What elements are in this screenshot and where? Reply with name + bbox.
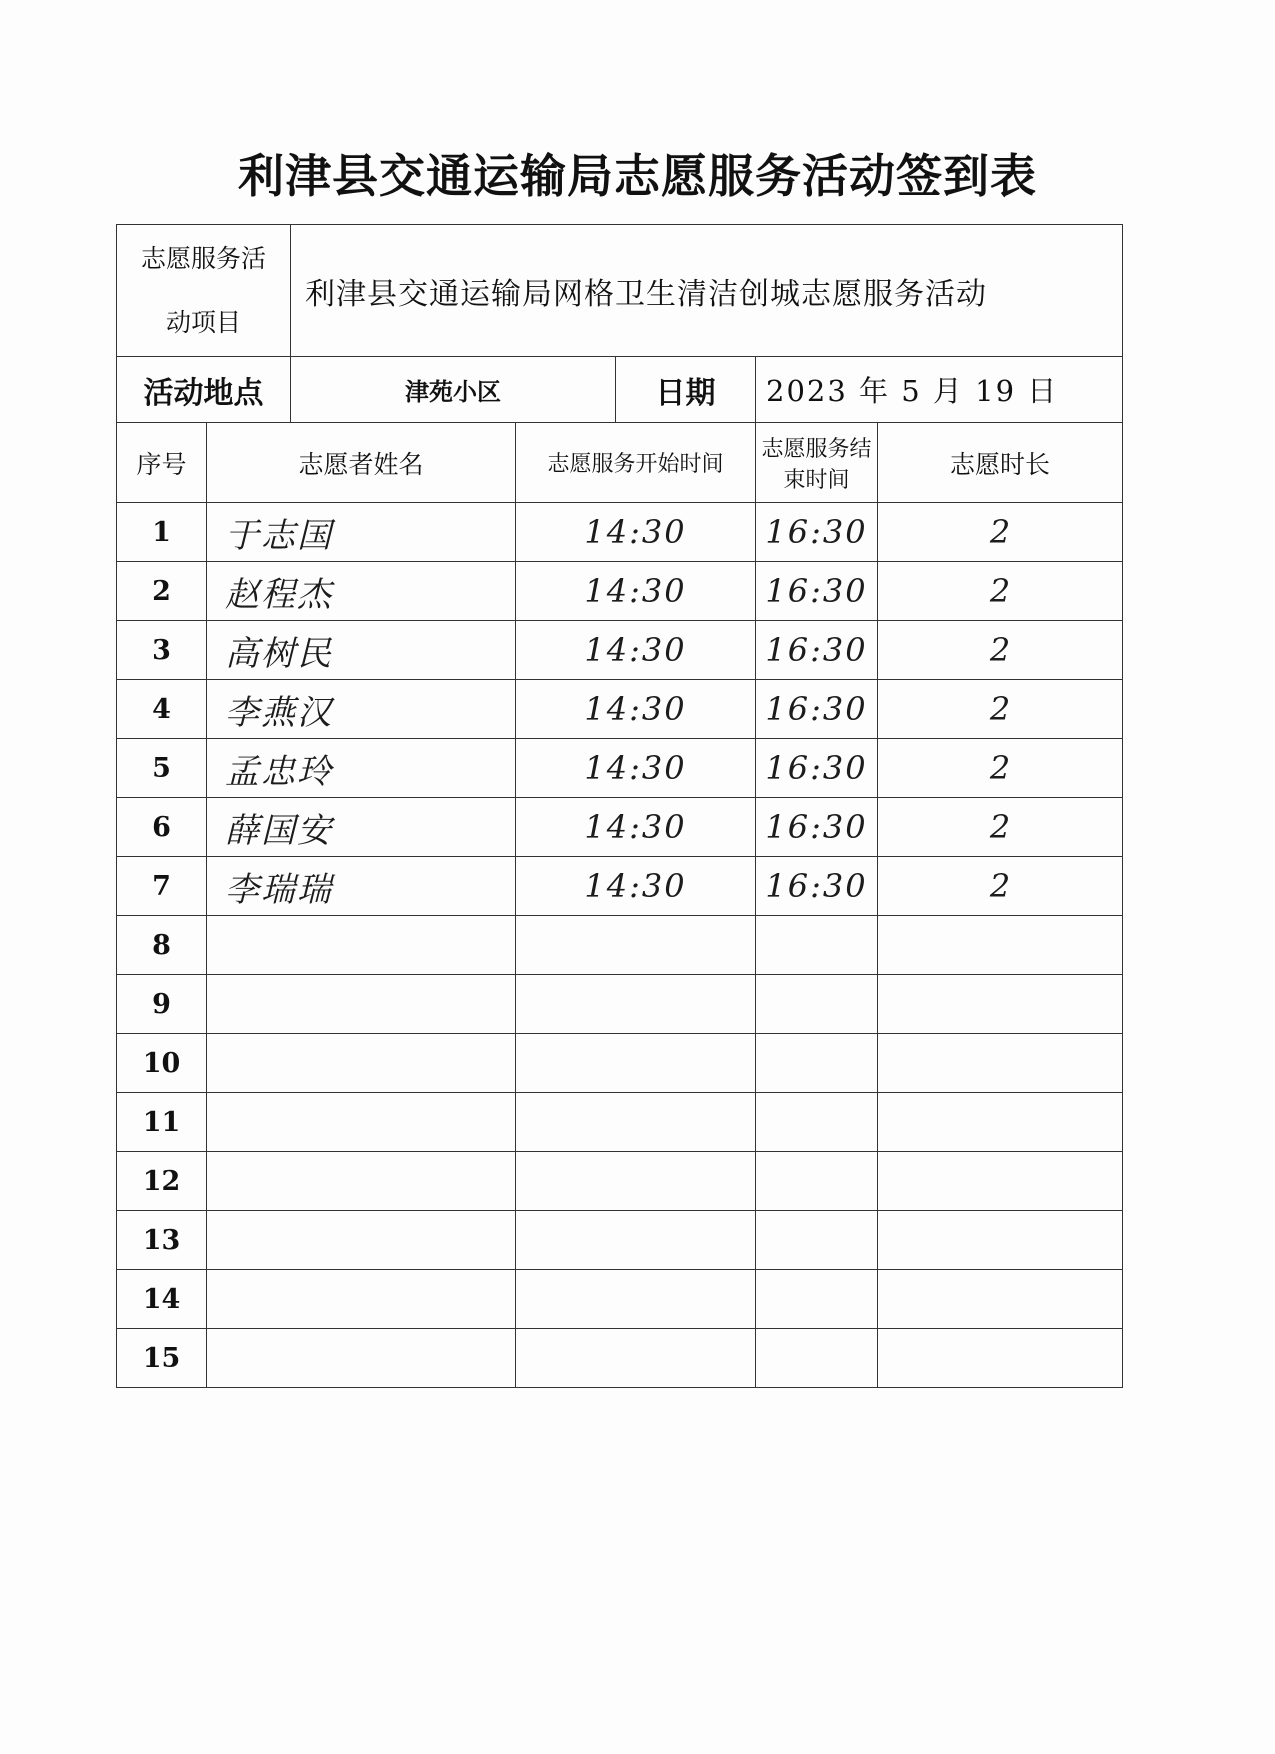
table-row [117, 1270, 1123, 1329]
header-duration: 志愿时长 [878, 423, 1123, 503]
row-index: 9 [117, 975, 207, 1034]
table-row [117, 916, 1123, 975]
service-duration[interactable] [878, 1034, 1123, 1093]
project-label-line1: 志愿服务活 [141, 243, 267, 273]
row-index: 10 [117, 1034, 207, 1093]
start-time[interactable] [516, 1152, 756, 1211]
start-time[interactable]: 14:30 [516, 621, 756, 680]
service-duration[interactable] [878, 975, 1123, 1034]
end-time[interactable]: 16:30 [756, 503, 878, 562]
end-time[interactable] [756, 975, 878, 1034]
row-index: 14 [117, 1270, 207, 1329]
volunteer-name[interactable] [207, 1152, 516, 1211]
start-time[interactable]: 14:30 [516, 503, 756, 562]
table-row [117, 1093, 1123, 1152]
table-row [117, 1211, 1123, 1270]
end-time[interactable] [756, 916, 878, 975]
project-value[interactable]: 利津县交通运输局网格卫生清洁创城志愿服务活动 [291, 225, 1123, 357]
header-index: 序号 [117, 423, 207, 503]
location-date-row [117, 357, 1123, 423]
service-duration[interactable] [878, 1270, 1123, 1329]
table-row [117, 562, 1123, 621]
service-duration[interactable] [878, 1329, 1123, 1388]
service-duration[interactable]: 2 [878, 739, 1123, 798]
location-label: 活动地点 [117, 357, 291, 423]
start-time[interactable] [516, 1270, 756, 1329]
service-duration[interactable] [878, 1152, 1123, 1211]
table-row [117, 680, 1123, 739]
row-index: 11 [117, 1093, 207, 1152]
service-duration[interactable] [878, 1093, 1123, 1152]
end-time[interactable] [756, 1034, 878, 1093]
service-duration[interactable]: 2 [878, 621, 1123, 680]
start-time[interactable]: 14:30 [516, 680, 756, 739]
table-row [117, 621, 1123, 680]
table-row [117, 1152, 1123, 1211]
row-index: 1 [117, 503, 207, 562]
table-row [117, 798, 1123, 857]
volunteer-name[interactable]: 赵程杰 [207, 562, 516, 621]
end-time[interactable]: 16:30 [756, 562, 878, 621]
service-duration[interactable]: 2 [878, 857, 1123, 916]
service-duration[interactable] [878, 1211, 1123, 1270]
start-time[interactable]: 14:30 [516, 739, 756, 798]
table-row [117, 975, 1123, 1034]
volunteer-name[interactable]: 李瑞瑞 [207, 857, 516, 916]
table-row [117, 503, 1123, 562]
start-time[interactable] [516, 975, 756, 1034]
end-time[interactable]: 16:30 [756, 798, 878, 857]
service-duration[interactable]: 2 [878, 798, 1123, 857]
row-index: 6 [117, 798, 207, 857]
start-time[interactable] [516, 1093, 756, 1152]
row-index: 4 [117, 680, 207, 739]
table-row [117, 1329, 1123, 1388]
row-index: 13 [117, 1211, 207, 1270]
row-index: 2 [117, 562, 207, 621]
end-time[interactable]: 16:30 [756, 857, 878, 916]
project-label-line2: 动项目 [166, 307, 242, 337]
date-label: 日期 [616, 357, 756, 423]
service-duration[interactable]: 2 [878, 680, 1123, 739]
end-time[interactable] [756, 1093, 878, 1152]
header-end-time: 志愿服务结束时间 [756, 423, 878, 503]
end-time[interactable] [756, 1152, 878, 1211]
volunteer-name[interactable] [207, 975, 516, 1034]
start-time[interactable]: 14:30 [516, 857, 756, 916]
row-index: 12 [117, 1152, 207, 1211]
volunteer-name[interactable] [207, 1211, 516, 1270]
end-time[interactable] [756, 1329, 878, 1388]
volunteer-name[interactable] [207, 916, 516, 975]
start-time[interactable]: 14:30 [516, 562, 756, 621]
header-name: 志愿者姓名 [207, 423, 516, 503]
end-time[interactable] [756, 1211, 878, 1270]
row-index: 7 [117, 857, 207, 916]
page-title: 利津县交通运输局志愿服务活动签到表 [238, 149, 1037, 203]
service-duration[interactable]: 2 [878, 503, 1123, 562]
row-index: 3 [117, 621, 207, 680]
row-index: 15 [117, 1329, 207, 1388]
table-header-row [117, 423, 1123, 503]
volunteer-name[interactable]: 高树民 [207, 621, 516, 680]
project-row [117, 225, 1123, 357]
date-value[interactable]: 2023 年 5 月 19 日 [756, 357, 1123, 423]
table-row [117, 857, 1123, 916]
table-row [117, 739, 1123, 798]
end-time[interactable]: 16:30 [756, 680, 878, 739]
service-duration[interactable]: 2 [878, 562, 1123, 621]
volunteer-name[interactable] [207, 1034, 516, 1093]
start-time[interactable]: 14:30 [516, 798, 756, 857]
project-label [117, 225, 291, 357]
start-time[interactable] [516, 1034, 756, 1093]
end-time[interactable] [756, 1270, 878, 1329]
header-start-time: 志愿服务开始时间 [516, 423, 756, 503]
volunteer-name[interactable] [207, 1329, 516, 1388]
start-time[interactable] [516, 1211, 756, 1270]
table-row [117, 1034, 1123, 1093]
row-index: 5 [117, 739, 207, 798]
volunteer-name[interactable]: 薛国安 [207, 798, 516, 857]
volunteer-name[interactable]: 孟忠玲 [207, 739, 516, 798]
location-value[interactable]: 津苑小区 [291, 357, 616, 423]
row-index: 8 [117, 916, 207, 975]
end-time[interactable]: 16:30 [756, 621, 878, 680]
volunteer-name[interactable]: 李燕汉 [207, 680, 516, 739]
volunteer-name[interactable]: 于志国 [207, 503, 516, 562]
start-time[interactable] [516, 1329, 756, 1388]
volunteer-name[interactable] [207, 1270, 516, 1329]
service-duration[interactable] [878, 916, 1123, 975]
volunteer-name[interactable] [207, 1093, 516, 1152]
start-time[interactable] [516, 916, 756, 975]
sign-in-sheet [116, 224, 1123, 1388]
end-time[interactable]: 16:30 [756, 739, 878, 798]
